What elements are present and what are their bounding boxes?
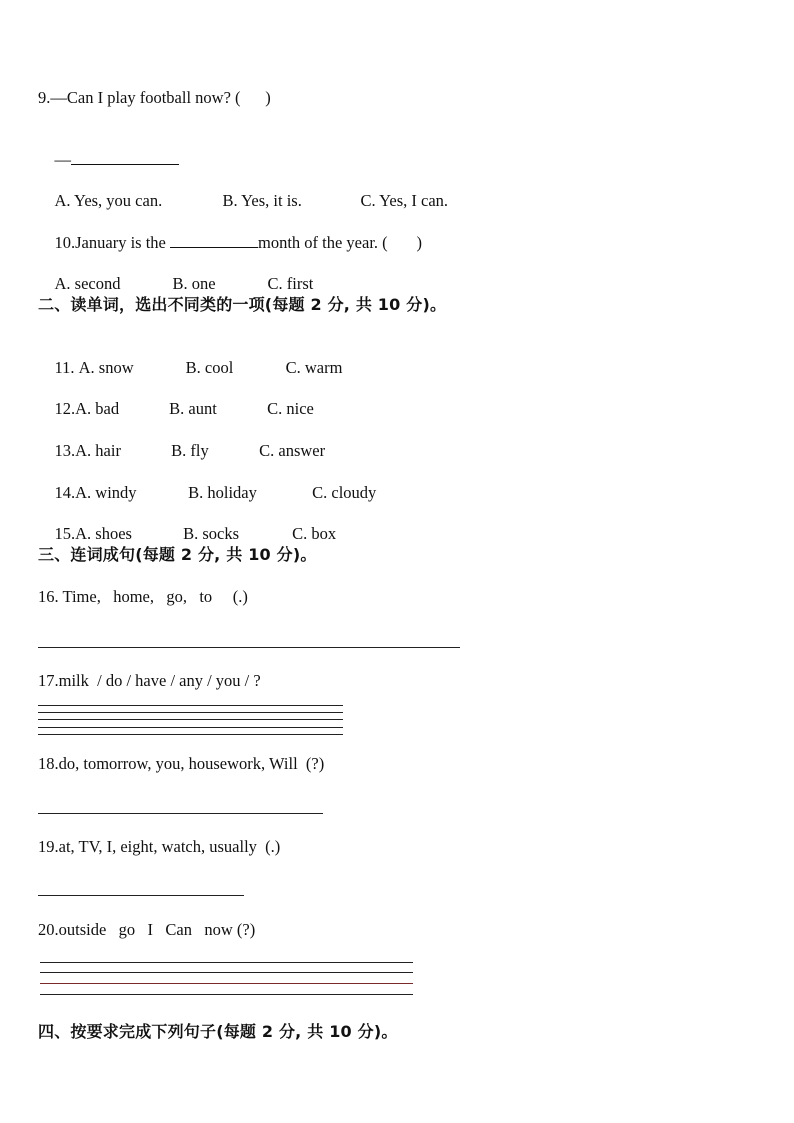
section-2-heading: 二、读单词，选出不同类的一项(每题 2 分, 共 10 分)。 — [38, 295, 447, 314]
writing-line[interactable] — [40, 994, 413, 995]
stem-after: month of the year. ( ) — [257, 233, 423, 252]
option-c[interactable]: C. nice — [267, 399, 314, 418]
question-17: 17.milk / do / have / any / you / ? — [38, 671, 261, 690]
writing-line[interactable] — [38, 719, 343, 720]
option-a[interactable]: A. bad — [75, 399, 120, 418]
option-b[interactable]: B. fly — [171, 441, 209, 460]
option-c[interactable]: C. warm — [285, 358, 343, 377]
writing-line[interactable] — [38, 727, 343, 728]
question-16: 16. Time, home, go, to (.) — [38, 587, 248, 606]
option-b[interactable]: B. holiday — [188, 483, 257, 502]
section-3-heading: 三、连词成句(每题 2 分, 共 10 分)。 — [38, 545, 317, 564]
writing-line[interactable] — [40, 983, 413, 984]
option-b[interactable]: B. one — [172, 274, 216, 293]
answer-blank[interactable] — [170, 233, 258, 248]
writing-line[interactable] — [38, 712, 343, 713]
option-a[interactable]: A. Yes, you can. — [54, 191, 163, 210]
writing-line[interactable] — [40, 972, 413, 973]
option-a[interactable]: A. snow — [78, 358, 134, 377]
question-9-stem: 9.—Can I play football now? ( ) — [38, 88, 271, 107]
option-a[interactable]: A. windy — [75, 483, 137, 502]
section-4-heading: 四、按要求完成下列句子(每题 2 分, 共 10 分)。 — [38, 1022, 398, 1041]
option-c[interactable]: C. box — [292, 524, 337, 543]
writing-line[interactable] — [38, 734, 343, 735]
question-number: 12. — [54, 399, 76, 418]
option-c[interactable]: C. cloudy — [312, 483, 377, 502]
option-b[interactable]: B. aunt — [169, 399, 217, 418]
answer-blank[interactable] — [71, 150, 179, 165]
answer-line[interactable] — [38, 647, 460, 648]
question-18: 18.do, tomorrow, you, housework, Will (?) — [38, 754, 325, 773]
question-number: 11. — [54, 358, 79, 377]
option-c[interactable]: C. Yes, I can. — [360, 191, 449, 210]
option-b[interactable]: B. Yes, it is. — [222, 191, 302, 210]
option-c[interactable]: C. first — [267, 274, 314, 293]
answer-line[interactable] — [38, 895, 244, 896]
option-a[interactable]: A. second — [54, 274, 121, 293]
option-b[interactable]: B. socks — [183, 524, 240, 543]
option-c[interactable]: C. answer — [259, 441, 326, 460]
question-number: 15. — [54, 524, 76, 543]
question-19: 19.at, TV, I, eight, watch, usually (.) — [38, 837, 281, 856]
option-a[interactable]: A. hair — [75, 441, 121, 460]
question-number: 14. — [54, 483, 76, 502]
question-20: 20.outside go I Can now (?) — [38, 920, 256, 939]
stem-before: 10.January is the — [54, 233, 170, 252]
answer-dash: — — [54, 150, 71, 169]
writing-line[interactable] — [40, 962, 413, 963]
option-a[interactable]: A. shoes — [75, 524, 132, 543]
writing-line[interactable] — [38, 705, 343, 706]
option-b[interactable]: B. cool — [185, 358, 234, 377]
answer-line[interactable] — [38, 813, 323, 814]
question-number: 13. — [54, 441, 76, 460]
